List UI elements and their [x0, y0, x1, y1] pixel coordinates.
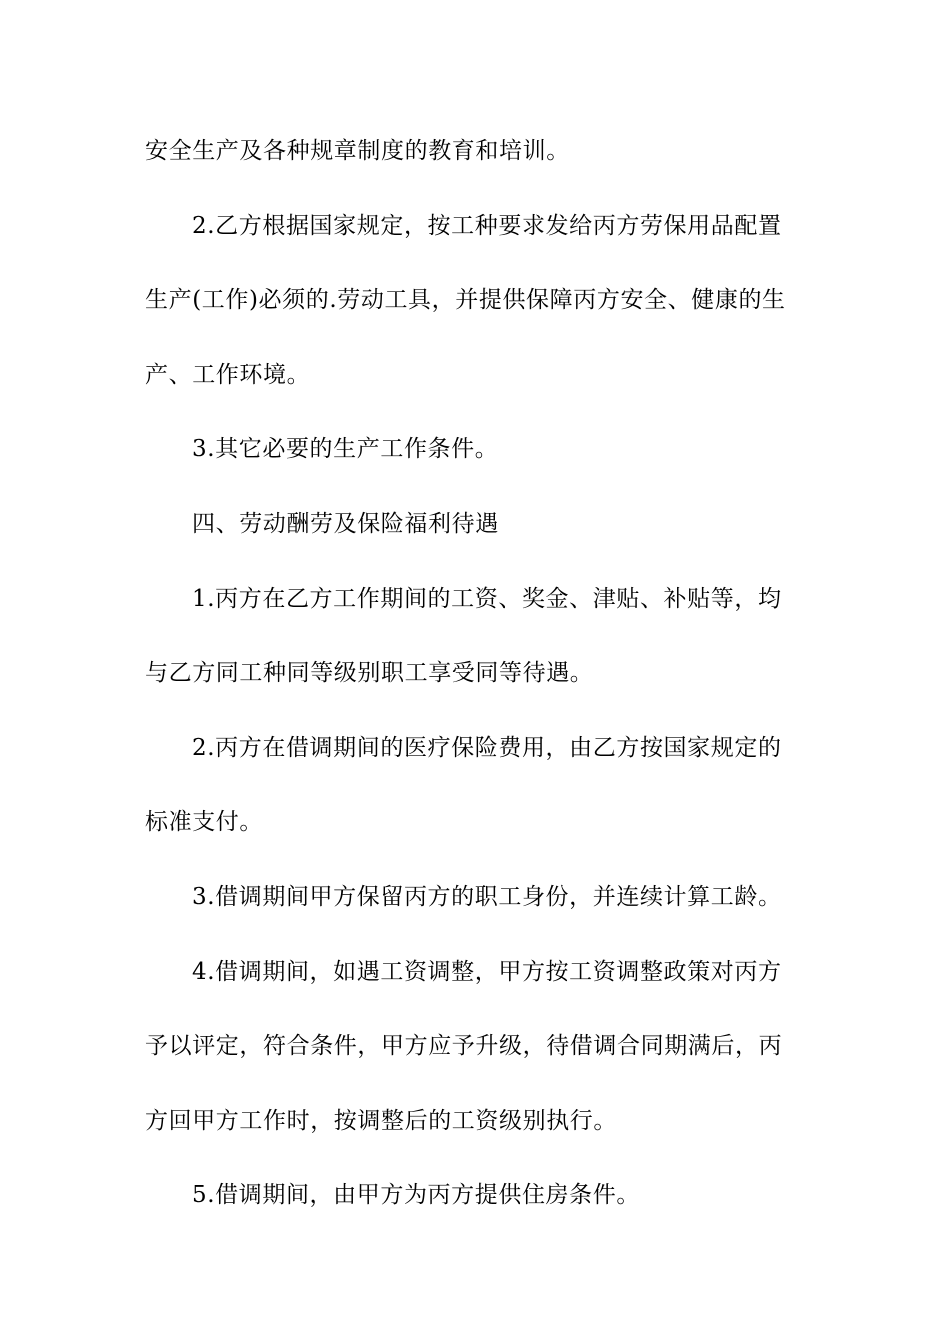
text-line-clause-2: 2.乙方根据国家规定，按工种要求发给丙方劳保用品配置 [192, 212, 782, 239]
text-line-continuation: 方回甲方工作时，按调整后的工资级别执行。 [145, 1107, 617, 1134]
text-line-clause-2: 2.丙方在借调期间的医疗保险费用，由乙方按国家规定的 [192, 734, 782, 761]
text-line-clause-4: 4.借调期间，如遇工资调整，甲方按工资调整政策对丙方 [192, 958, 782, 985]
text-line-clause-5: 5.借调期间，由甲方为丙方提供住房条件。 [192, 1182, 640, 1209]
text-line-continuation: 标准支付。 [145, 809, 263, 836]
text-line-continuation: 与乙方同工种同等级别职工享受同等待遇。 [145, 660, 594, 687]
section-heading: 四、劳动酬劳及保险福利待遇 [192, 510, 499, 537]
text-line-continuation: 生产(工作)必须的.劳动工具，并提供保障丙方安全、健康的生 [145, 287, 786, 314]
text-line-continuation: 安全生产及各种规章制度的教育和培训。 [145, 138, 570, 164]
document-body [145, 125, 807, 1244]
text-line-clause-3: 3.借调期间甲方保留丙方的职工身份，并连续计算工龄。 [192, 883, 782, 910]
text-line-continuation: 予以评定，符合条件，甲方应予升级，待借调合同期满后，丙 [145, 1033, 783, 1060]
text-line-clause-1: 1.丙方在乙方工作期间的工资、奖金、津贴、补贴等，均 [192, 585, 782, 612]
text-line-continuation: 产、工作环境。 [145, 361, 311, 388]
text-line-clause-3: 3.其它必要的生产工作条件。 [192, 436, 499, 463]
